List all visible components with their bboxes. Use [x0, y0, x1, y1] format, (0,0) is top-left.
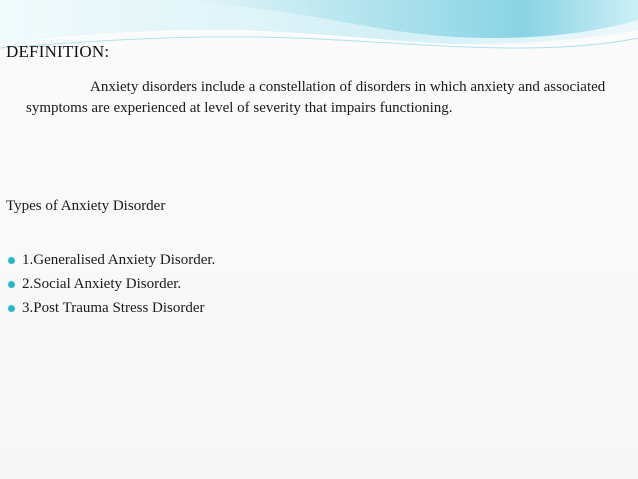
list-item — [6, 248, 215, 272]
list-item-label: 1.Generalised Anxiety Disorder. — [22, 251, 216, 268]
list-item — [6, 296, 215, 320]
list-item — [6, 272, 215, 296]
slide-title: DEFINITION: — [6, 42, 110, 61]
definition-text: Anxiety disorders include a constellation of disorders in which anxiety and associated symptoms are experienced at level of severity that impairs functioning. — [26, 79, 606, 116]
list-item-label: 2.Social Anxiety Disorder. — [22, 275, 182, 292]
list-item-label: 3.Post Trauma Stress Disorder — [22, 299, 205, 316]
type-list — [6, 248, 215, 320]
bullet-icon — [8, 257, 15, 264]
bullet-icon — [8, 305, 15, 312]
bullet-icon — [8, 281, 15, 288]
types-heading: Types of Anxiety Disorder — [6, 198, 166, 214]
